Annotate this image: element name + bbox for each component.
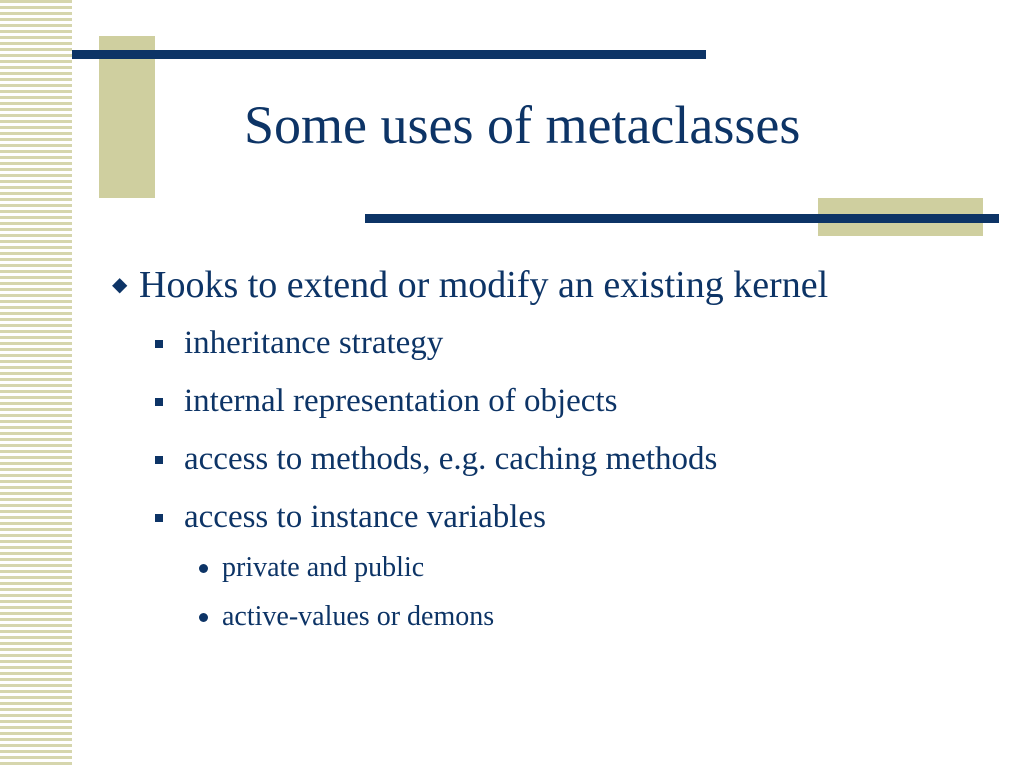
bullet-level1: [112, 262, 828, 308]
slide-title: Some uses of metaclasses: [244, 95, 801, 155]
sub-bullet: [155, 497, 546, 537]
dot-icon: [199, 613, 208, 622]
sub-sub-bullet: [199, 600, 494, 634]
square-icon: [155, 514, 163, 522]
bullet-text: Hooks to extend or modify an existing kernel: [139, 264, 829, 306]
decorative-khaki-block-left: [99, 36, 155, 198]
square-icon: [155, 398, 163, 406]
sub-bullet-text: access to instance variables: [184, 499, 546, 535]
dot-icon: [199, 564, 208, 573]
square-icon: [155, 456, 163, 464]
sub-bullet: [155, 381, 617, 421]
sub-bullet-text: inheritance strategy: [184, 325, 444, 361]
sub-sub-bullet-text: private and public: [222, 552, 425, 583]
sub-bullet-text: internal representation of objects: [184, 383, 618, 419]
square-icon: [155, 340, 163, 348]
diamond-icon: ◆: [112, 274, 128, 296]
sub-bullet-text: access to methods, e.g. caching methods: [184, 441, 718, 477]
sub-sub-bullet: [199, 551, 424, 585]
title-rule-bottom: [365, 214, 999, 223]
sub-bullet: [155, 439, 717, 479]
decorative-stripe-band: [0, 0, 72, 768]
title-rule-top: [72, 50, 706, 59]
sub-bullet: [155, 323, 443, 363]
sub-sub-bullet-text: active-values or demons: [222, 601, 495, 632]
